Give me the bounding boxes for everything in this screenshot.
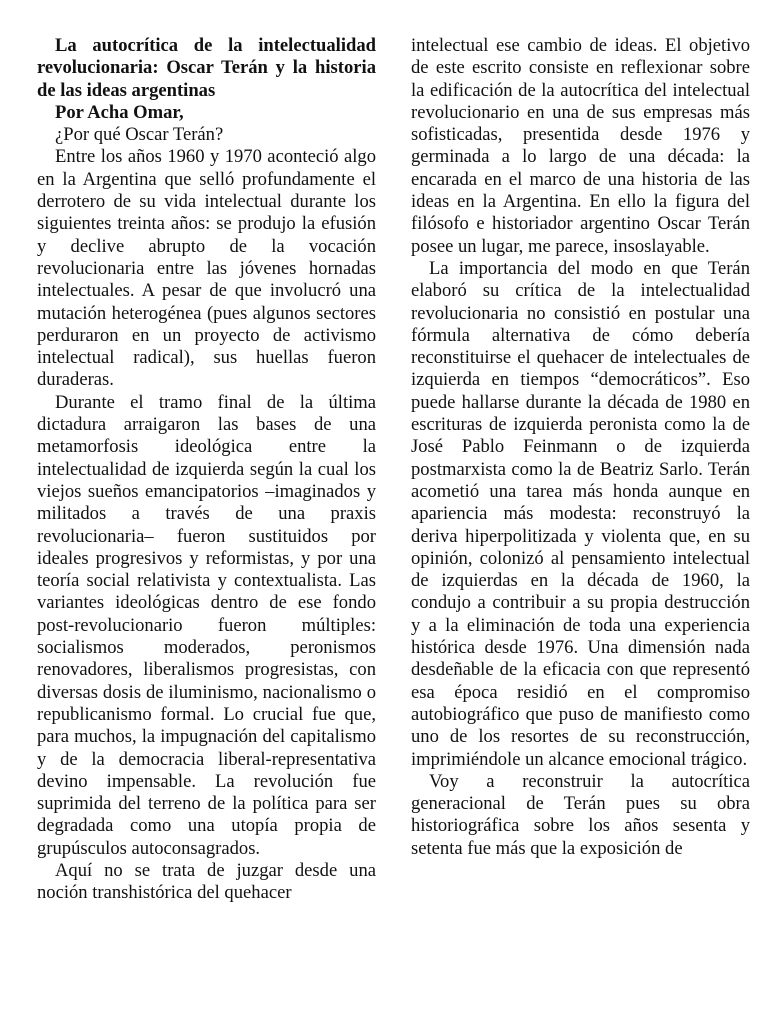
paragraph-5: Voy a reconstruir la autocrítica generacional de Terán pues su obra historiográfica sobre los años sesenta y setenta fue más que la exposición de bbox=[411, 770, 750, 859]
right-column bbox=[411, 35, 750, 860]
article-title: La autocrítica de la intelectualidad revolucionaria: Oscar Terán y la historia de las ideas argentinas bbox=[37, 35, 376, 101]
paragraph-4: La importancia del modo en que Terán elaboró su crítica de la intelectualidad revolucionaria no consistió en postular una fórmula alternativa de cómo debería reconstituirse el quehacer de intelectuales de izquierda en tiempos “democráticos”. Eso puede hallarse durante la década de 1980 en escrituras de izquierda peronista como la de José Pablo Feinmann o de izquierda postmarxista como la de Beatriz Sarlo. Terán acometió una tarea más honda aunque en apariencia más modesta: reconstruyó la deriva hiperpolitizada y violenta que, en su opinión, colonizó al pensamiento intelectual de izquierdas en la década de 1960, la condujo a contribuir a su propia destrucción y a la eliminación de toda una experiencia histórica desde 1976. Una dimensión nada desdeñable de la eficacia con que representó esa época residió en el compromiso autobiográfico que puso de manifiesto como uno de los resortes de su reconstrucción, imprimiéndole un alcance emocional trágico. bbox=[411, 257, 750, 770]
article-byline: Por Acha Omar, bbox=[55, 101, 184, 123]
paragraph-1: Entre los años 1960 y 1970 aconteció algo en la Argentina que selló profundamente el derrotero de su vida intelectual durante los siguientes treinta años: se produjo la efusión y declive abrupto de la vocación revolucionaria entre las jóvenes hornadas intelectuales. A pesar de que involucró una mutación heterogénea (pues algunos sectores perduraron en un proyecto de activismo intelectual radical), sus huellas fueron duraderas. bbox=[37, 146, 376, 391]
section-question: ¿Por qué Oscar Terán? bbox=[55, 124, 224, 146]
paragraph-3-continuation: intelectual ese cambio de ideas. El objetivo de este escrito consiste en reflexionar sobre la edificación de la autocrítica del intelectual revolucionario en una de sus empresas más sofisticadas, presentida desde 1976 y germinada a lo largo de una década: la encarada en el marco de una historia de las ideas en la Argentina. En ello la figura del filósofo e historiador argentino Oscar Terán posee un lugar, me parece, insoslayable. bbox=[411, 35, 750, 257]
left-column bbox=[37, 35, 376, 905]
paragraph-2: Durante el tramo final de la última dictadura arraigaron las bases de una metamorfosis ideológica entre la intelectualidad de izquierda según la cual los viejos sueños emancipatorios –imaginados y militados a través de una praxis revolucionaria– fueron sustituidos por ideales progresivos y reformistas, y por una teoría social relativista y contextualista. Las variantes ideológicas dentro de ese fondo post-revolucionario fueron múltiples: socialismos moderados, peronismos renovadores, liberalismos progresistas, con diversas dosis de iluminismo, nacionalismo o republicanismo formal. Lo crucial fue que, para muchos, la impugnación del capitalismo y de la democracia liberal-representativa devino impensable. La revolución fue suprimida del terreno de la política para ser degradada como una utopía propia de grupúsculos autoconsagrados. bbox=[37, 391, 376, 859]
paragraph-3: Aquí no se trata de juzgar desde una noción transhistórica del quehacer bbox=[37, 859, 376, 904]
